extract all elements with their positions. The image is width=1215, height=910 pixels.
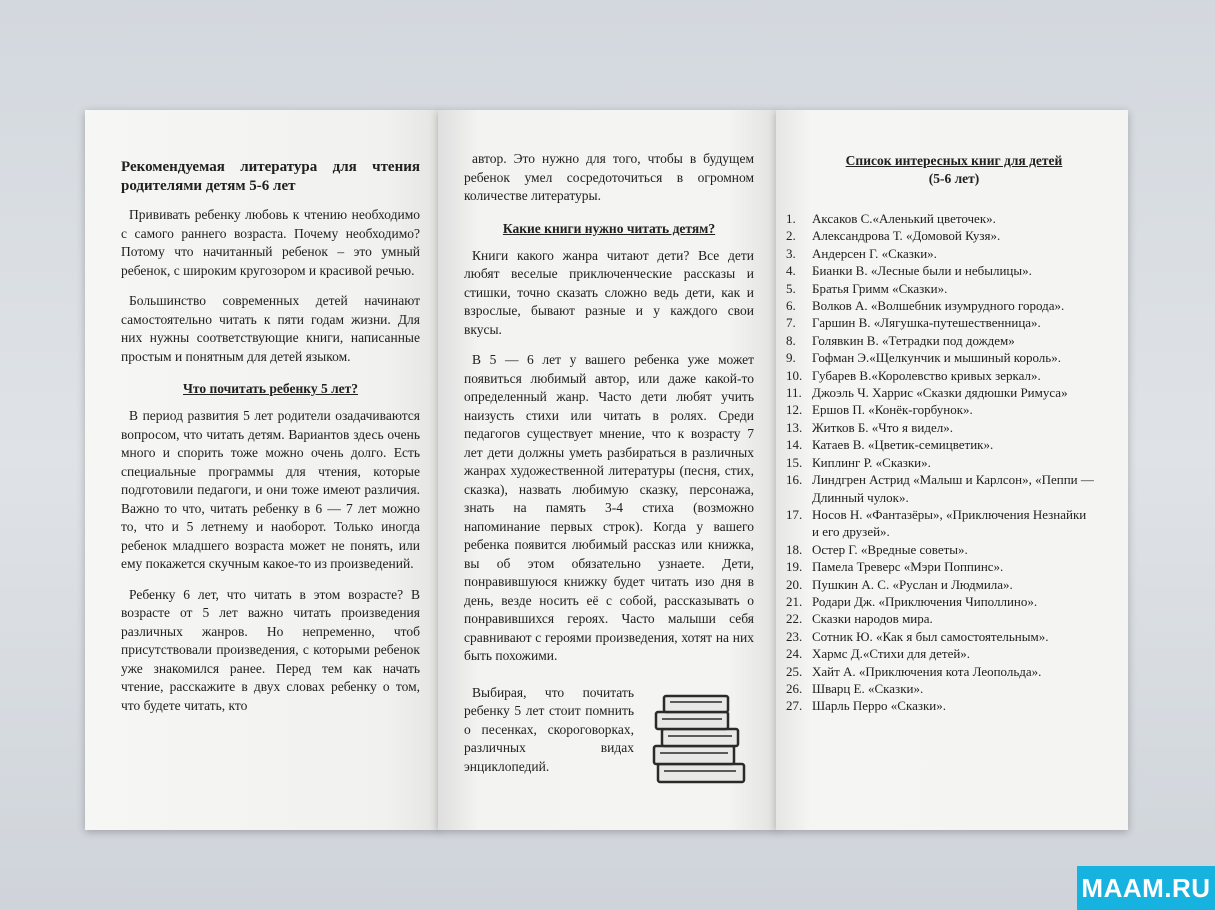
book-number: 5.	[786, 280, 796, 296]
book-list-item	[786, 210, 1094, 227]
book-number: 22.	[786, 611, 803, 627]
book-entry: Житков Б. «Что я видел».	[812, 419, 953, 435]
section-paragraph-2: Ребенку 6 лет, что читать в этом возрасте? В возрасте от 5 лет важно читать произведения различных жанров. Но непременно, чтоб присутствовали произведения, с которыми ребенок уже знакомился ранее. Перед тем как начать чтение, расскажите в двух словах ребенку о том, что будете читать, кто	[121, 586, 420, 713]
book-entry: Катаев В. «Цветик-семицветик».	[812, 437, 994, 453]
book-list-item	[786, 419, 1094, 436]
favorite-author-paragraph: В 5 — 6 лет у вашего ребенка уже может появиться любимый автор, или даже какой-то определенный жанр. Часто дети любят учить наизусть стихи или читать в ролях. Среди педагогов существует мнение, что к возрасту 7 лет дети должны уметь разбираться в различных жанрах художественной литературы (песня, стих, сказка), назвать любимую сказку, персонажа, знать на память 3-4 стиха (возможно напоминание первых строк). Когда у вашего ребенка появится любимый рассказ или книжка, вы об этом обязательно узнаете. Дети, понравившуюся книжку будет читать изо дня в день, везде носить её с собой, рассказывать о понравившихся героях. Часто малыши себя сравнивают с героями произведения, хотят на них быть похожими.	[464, 352, 754, 663]
book-list-heading: Список интересных книг для детей	[845, 153, 1063, 168]
brochure-title: Рекомендуемая литература для чтения родителями детям 5-6 лет	[121, 159, 420, 194]
intro-paragraph-1: Прививать ребенку любовь к чтению необходимо с самого раннего возраста. Почему необходимо? Потому что начитанный ребенок – это умный ребенок, с широким кругозором и красивой речью.	[121, 207, 420, 278]
book-list-title	[814, 152, 1094, 188]
book-entry: Бианки В. «Лесные были и небылицы».	[812, 263, 1032, 279]
book-number: 7.	[786, 315, 796, 331]
closing-row	[464, 684, 754, 795]
site-watermark: MAAM.RU	[1077, 866, 1215, 910]
book-list-item	[786, 349, 1094, 366]
book-entry: Ершов П. «Конёк-горбунок».	[812, 402, 973, 418]
book-number: 23.	[786, 628, 803, 644]
book-list-age: (5-6 лет)	[928, 171, 980, 186]
book-number: 9.	[786, 350, 796, 366]
book-list-item	[786, 593, 1094, 610]
book-list-item	[786, 384, 1094, 401]
intro-paragraph-2: Большинство современных детей начинают самостоятельно читать к пяти годам жизни. Для них нужны соответствующие книги, написанные простым и понятным для детей языком.	[121, 293, 420, 364]
book-list-item	[786, 697, 1094, 714]
book-entry: Волков А. «Волшебник изумрудного города».	[812, 298, 1065, 314]
book-list-item	[786, 663, 1094, 680]
book-entry: Сказки народов мира.	[812, 611, 933, 627]
book-number: 4.	[786, 263, 796, 279]
book-number: 25.	[786, 663, 803, 679]
book-list-item	[786, 645, 1094, 662]
book-list-item	[786, 541, 1094, 558]
book-list-item	[786, 401, 1094, 418]
book-entry: Братья Гримм «Сказки».	[812, 280, 948, 296]
continuation-paragraph: автор. Это нужно для того, чтобы в будущем ребенок умел сосредоточиться в огромном количестве литературы.	[464, 151, 754, 203]
book-number: 19.	[786, 559, 803, 575]
book-number: 20.	[786, 576, 803, 592]
brochure-panel-left	[85, 110, 440, 830]
book-number: 1.	[786, 211, 796, 226]
book-list-item	[786, 471, 1094, 506]
book-entry: Гаршин В. «Лягушка-путешественница».	[812, 315, 1041, 331]
section-heading-which-books: Какие книги нужно читать детям?	[502, 220, 716, 236]
section-heading-what-to-read: Что почитать ребенку 5 лет?	[182, 381, 359, 396]
book-number: 21.	[786, 593, 803, 609]
section-paragraph-1: В период развития 5 лет родители озадачиваются вопросом, что читать детям. Вариантов здесь очень много и спорить тоже можно очень долго. Есть специальные программы для чтения, которые подготовили педагоги, и они тоже имеют различия. Важно то что, читать ребенку в 6 — 7 лет можно то, что и 5 летнему и наоборот. Только иногда ребенок младшего возраста может не понять, или ему покажется скучным какое-то из произведений.	[121, 408, 420, 571]
book-list-item	[786, 558, 1094, 575]
book-entry: Губарев В.«Королевство кривых зеркал».	[812, 367, 1041, 383]
book-list-item	[786, 436, 1094, 453]
book-list-item	[786, 454, 1094, 471]
book-list-item	[786, 576, 1094, 593]
book-number: 2.	[786, 228, 796, 244]
book-number: 15.	[786, 454, 803, 470]
book-entry: Родари Дж. «Приключения Чиполлино».	[812, 593, 1038, 609]
book-entry: Остер Г. «Вредные советы».	[812, 541, 968, 557]
book-list-item	[786, 506, 1094, 541]
book-entry: Александрова Т. «Домовой Кузя».	[812, 228, 1001, 244]
book-list-item	[786, 367, 1094, 384]
genre-paragraph: Книги какого жанра читают дети? Все дети любят веселые приключенческие рассказы и стишки, точно сказать сложно ведь дети, как и взрослые, бывают разные и у каждого свои вкусы.	[464, 247, 754, 337]
book-list-item	[786, 680, 1094, 697]
book-number: 13.	[786, 419, 803, 435]
book-entry: Киплинг Р. «Сказки».	[812, 454, 931, 470]
book-number: 10.	[786, 367, 803, 383]
book-number: 26.	[786, 680, 803, 696]
book-list-item	[786, 610, 1094, 627]
book-number: 11.	[786, 385, 802, 401]
book-entry: Андерсен Г. «Сказки».	[812, 245, 937, 261]
closing-paragraph: Выбирая, что почитать ребенку 5 лет стоит помнить о песенках, скороговорках, различных видах энциклопедий.	[464, 684, 634, 774]
book-entry: Голявкин В. «Тетрадки под дождем»	[812, 332, 1015, 348]
book-number: 16.	[786, 472, 803, 488]
book-entry: Шарль Перро «Сказки».	[812, 698, 947, 714]
book-entry: Линдгрен Астрид «Малыш и Карлсон», «Пеппи — Длинный чулок».	[812, 472, 1094, 505]
book-number: 24.	[786, 646, 803, 662]
book-list-item	[786, 280, 1094, 297]
book-list	[786, 210, 1094, 715]
book-entry: Хармс Д.«Стихи для детей».	[812, 646, 971, 662]
book-list-item	[786, 262, 1094, 279]
book-number: 17.	[786, 506, 803, 522]
brochure-panel-middle	[438, 110, 778, 830]
book-list-item	[786, 245, 1094, 262]
book-number: 27.	[786, 698, 803, 714]
book-entry: Носов Н. «Фантазёры», «Приключения Незнайки и его друзей».	[812, 506, 1087, 540]
book-entry: Хайт А. «Приключения кота Леопольда».	[812, 663, 1042, 679]
book-number: 12.	[786, 402, 803, 418]
book-list-item	[786, 628, 1094, 645]
book-list-item	[786, 297, 1094, 314]
book-list-item	[786, 332, 1094, 349]
book-list-item	[786, 227, 1094, 244]
stack-of-books-icon	[650, 690, 750, 795]
book-entry: Памела Треверс «Мэри Поппинс».	[812, 559, 1004, 575]
book-number: 18.	[786, 541, 803, 557]
book-entry: Аксаков С.«Аленький цветочек».	[812, 211, 996, 226]
book-number: 14.	[786, 437, 803, 453]
book-entry: Шварц Е. «Сказки».	[812, 680, 924, 696]
book-number: 8.	[786, 332, 796, 348]
book-number: 3.	[786, 245, 796, 261]
book-entry: Пушкин А. С. «Руслан и Людмила».	[812, 576, 1013, 592]
book-entry: Сотник Ю. «Как я был самостоятельным».	[812, 628, 1049, 644]
book-number: 6.	[786, 298, 796, 314]
book-entry: Гофман Э.«Щелкунчик и мышиный король».	[812, 350, 1061, 366]
book-list-item	[786, 314, 1094, 331]
book-entry: Джоэль Ч. Харрис «Сказки дядюшки Римуса»	[812, 385, 1068, 401]
brochure-panel-right	[776, 110, 1128, 830]
